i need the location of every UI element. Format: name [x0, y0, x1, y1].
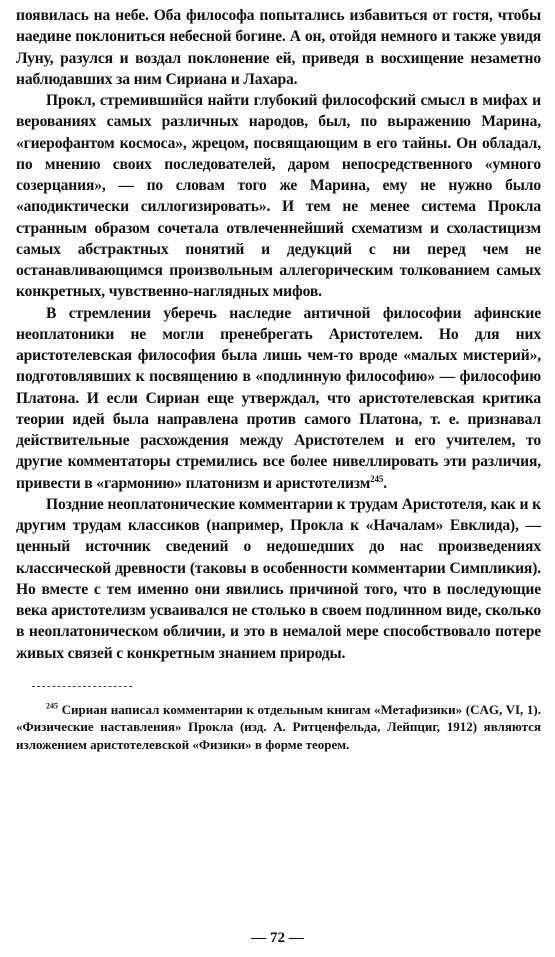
- paragraph-4: [16, 494, 541, 664]
- paragraph-1: [16, 5, 541, 90]
- footnote: [16, 701, 541, 754]
- paragraph-1-text: появилась на небе. Оба философа попытались избавиться от гостя, чтобы наедине поклониться небесной богине. А он, отойдя немного и также увидя Луну, разулся и воздал поклонение ей, приведя в восхищение незаметно наблюдавших за ним Сириана и Лахара.: [16, 7, 541, 88]
- footnote-divider: [32, 686, 132, 687]
- page-number: — 72 —: [251, 930, 304, 946]
- paragraph-3-tail: .: [383, 474, 387, 492]
- paragraph-2: [16, 90, 541, 303]
- paragraph-3: [16, 303, 541, 494]
- footnote-number: 245: [46, 701, 58, 711]
- main-text: [16, 5, 541, 664]
- footnote-text: Сириан написал комментарии к отдельным книгам «Метафизики» (CAG, VI, 1). «Физические наставления» Прокла (изд. А. Ритценфельда, Лейпциг, 1912) являются изложением аристотелевской «Физики» в форме теорем.: [16, 701, 541, 752]
- paragraph-4-text: Поздние неоплатонические комментарии к трудам Аристотеля, как и к другим трудам классиков (например, Прокла к «Началам» Евклида), — ценный источник сведений о недошедших до нас произведениях классической древности (таковы в особенности комментарии Симпликия). Но вместе с тем именно они явились причиной того, что в последующие века аристотелизм усваивался не столько в своем подлинном виде, сколько в неоплатоническом обличии, и это в немалой мере способствовало потере живых связей с конкретным знанием природы.: [16, 495, 541, 662]
- paragraph-2-text: Прокл, стремившийся найти глубокий философский смысл в мифах и верованиях самых различных народов, был, по выражению Марина, «гиерофантом космоса», жрецом, посвящающим в его тайны. Он обладал, по мнению своих последователей, даром непосредственного «умного созерцания», — по словам того же Марина, ему не нужно было «аподиктически силлогизировать». И тем не менее система Прокла странным образом сочетала отвлеченнейший схематизм и схоластицизм самых абстрактных понятий и дедукций с ни перед чем не останавливающимся произвольным аллегорическим толкованием самых конкретных, чувственно-наглядных мифов.: [16, 92, 541, 301]
- footnote-reference[interactable]: 245: [370, 473, 384, 484]
- paragraph-3-text: В стремлении уберечь наследие античной философии афинские неоплатоники не могли пренебрегать Аристотелем. Но для них аристотелевская философия была лишь чем-то вроде «малых мистерий», подготовлявших к посвящению в «подлинную философию» — философию Платона. И если Сириан еще утверждал, что аристотелевская критика теории идей была направлена против самого Платона, т. е. признавал действительные расхождения между Аристотелем и его учителем, то другие комментаторы стремились все более нивеллировать эти различия, привести в «гармонию» платонизм и аристотелизм: [16, 304, 541, 492]
